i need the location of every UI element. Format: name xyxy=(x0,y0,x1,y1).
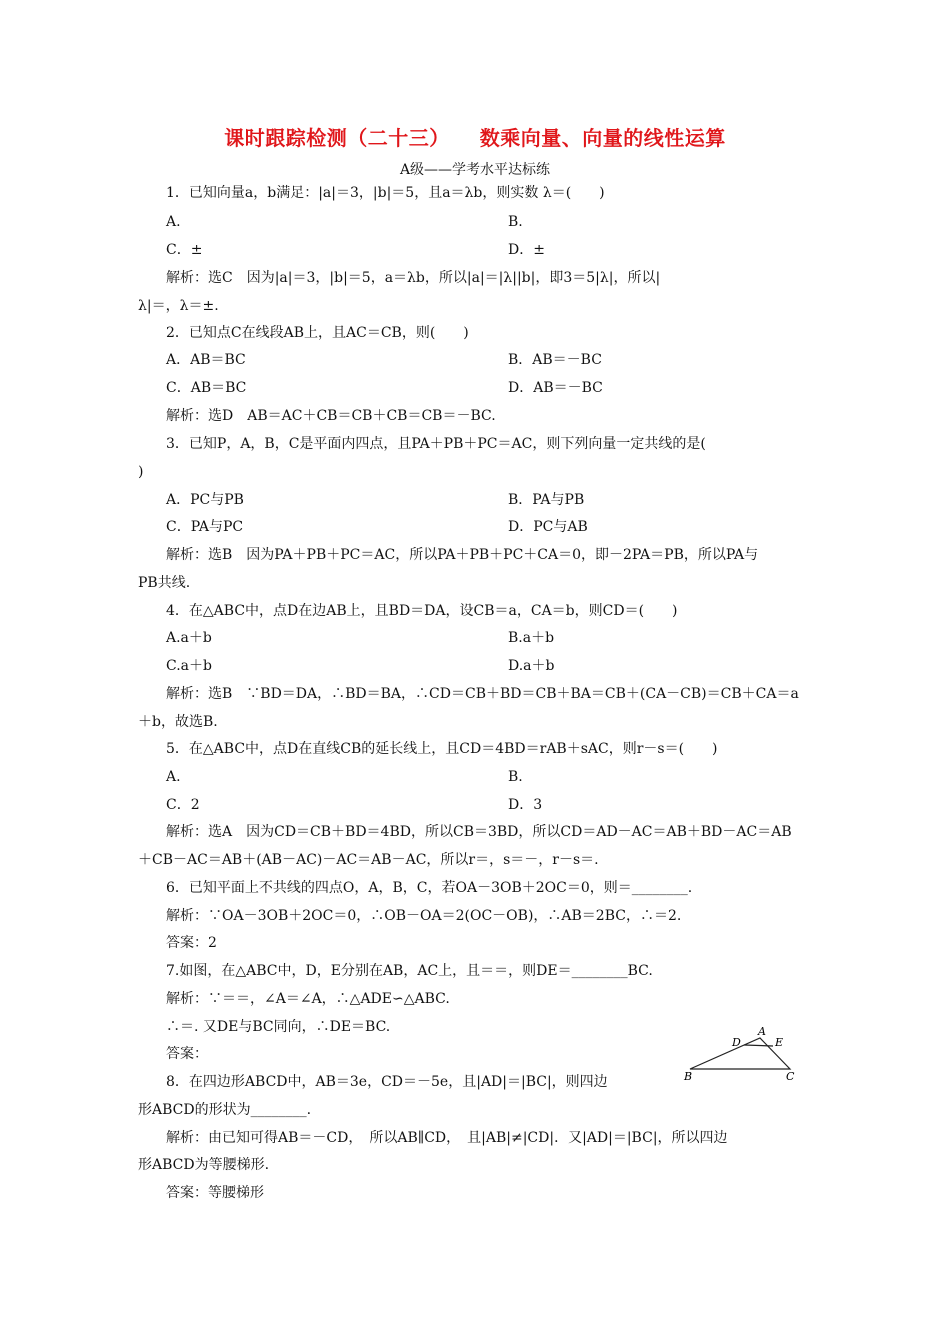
q2-option-c: C．AB＝BC xyxy=(166,380,247,396)
q4-option-b: B.a＋b xyxy=(508,630,555,646)
q1-option-a: A. xyxy=(166,214,181,230)
q6-solution: 解析：∵OA－3OB＋2OC＝0，∴OB－OA＝2(OC－OB)，∴AB＝2BC，∴＝2. xyxy=(166,908,682,924)
q7-answer: 答案： xyxy=(166,1046,208,1062)
q1-option-d: D．± xyxy=(508,242,545,258)
title-right: 数乘向量、向量的线性运算 xyxy=(479,126,726,150)
q5-solution-line2: ＋CB－AC＝AB＋(AB－AC)－AC＝AB－AC，所以r＝，s＝－，r－s＝. xyxy=(138,852,599,868)
q3-option-a: A．PC与PB xyxy=(166,492,244,508)
q5-option-a: A. xyxy=(166,769,181,785)
q4-solution-line2: ＋b，故选B. xyxy=(138,714,218,730)
q6-stem: 6．已知平面上不共线的四点O，A，B，C，若OA－3OB＋2OC＝0，则＝________. xyxy=(166,880,693,896)
section-subtitle: A级——学考水平达标练 xyxy=(399,162,551,178)
q1-solution-line1: 解析：选C 因为|a|＝3，|b|＝5，a＝λb，所以|a|＝|λ||b|，即3＝5|λ|，所以| xyxy=(166,270,661,286)
q2-solution: 解析：选D AB＝AC＋CB＝CB＋CB＝CB＝－BC. xyxy=(166,408,496,424)
q8-solution-line1: 解析：由已知可得AB＝－CD， 所以AB∥CD， 且|AB|≠|CD|．又|AD|＝|BC|，所以四边 xyxy=(166,1130,728,1146)
q3-option-d: D．PC与AB xyxy=(508,519,588,535)
label-a: A xyxy=(758,1025,766,1038)
label-e: E xyxy=(775,1036,784,1049)
q8-solution-line2: 形ABCD为等腰梯形. xyxy=(138,1157,270,1173)
q5-option-c: C．2 xyxy=(166,797,200,813)
q3-solution-line2: PB共线. xyxy=(138,575,191,591)
q8-answer: 答案：等腰梯形 xyxy=(166,1185,264,1201)
q7-solution-line1: 解析：∵＝＝，∠A＝∠A，∴△ADE∽△ABC. xyxy=(166,991,450,1007)
q4-option-c: C.a＋b xyxy=(166,658,212,674)
q4-option-d: D.a＋b xyxy=(508,658,555,674)
q3-stem-line1: 3．已知P，A，B，C是平面内四点，且PA＋PB＋PC＝AC，则下列向量一定共线的是( xyxy=(166,436,706,452)
q2-option-a: A．AB＝BC xyxy=(166,352,246,368)
q1-option-c: C．± xyxy=(166,242,203,258)
label-d: D xyxy=(732,1036,741,1049)
q5-option-b: B. xyxy=(508,769,523,785)
q5-option-d: D．3 xyxy=(508,797,543,813)
q3-option-b: B．PA与PB xyxy=(508,492,585,508)
title-left: 课时跟踪检测（二十三） xyxy=(224,126,450,150)
q1-option-b: B. xyxy=(508,214,523,230)
q3-stem-line2: ) xyxy=(138,464,144,480)
q2-option-d: D．AB＝－BC xyxy=(508,380,603,396)
q7-stem: 7.如图，在△ABC中，D，E分别在AB，AC上，且＝＝，则DE＝________BC. xyxy=(166,963,653,979)
page-title xyxy=(0,122,950,151)
q4-stem: 4．在△ABC中，点D在边AB上，且BD＝DA，设CB＝a，CA＝b，则CD＝( ) xyxy=(166,603,678,619)
q8-stem-line2: 形ABCD的形状为________. xyxy=(138,1102,312,1118)
segment-de xyxy=(744,1045,773,1046)
q3-option-c: C．PA与PC xyxy=(166,519,244,535)
label-b: B xyxy=(684,1070,693,1083)
q2-option-b: B．AB＝－BC xyxy=(508,352,602,368)
q3-solution-line1: 解析：选B 因为PA＋PB＋PC＝AC，所以PA＋PB＋PC＋CA＝0，即－2PA＝PB，所以PA与 xyxy=(166,547,759,563)
q6-answer: 答案：2 xyxy=(166,935,217,951)
q5-stem: 5．在△ABC中，点D在直线CB的延长线上，且CD＝4BD＝rAB＋sAC，则r－s＝( ) xyxy=(166,741,718,757)
q2-stem: 2．已知点C在线段AB上，且AC＝CB，则( ) xyxy=(166,325,469,341)
q4-solution-line1: 解析：选B ∵BD＝DA，∴BD＝BA，∴CD＝CB＋BD＝CB＋BA＝CB＋(CA－CB)＝CB＋CA＝a xyxy=(166,686,799,702)
label-c: C xyxy=(786,1070,795,1083)
q4-option-a: A.a＋b xyxy=(166,630,212,646)
q7-solution-line2: ∴＝. 又DE与BC同向，∴DE＝BC. xyxy=(166,1019,391,1035)
q1-stem: 1．已知向量a，b满足：|a|＝3，|b|＝5，且a＝λb，则实数 λ＝( ) xyxy=(166,185,605,201)
q8-stem-line1: 8．在四边形ABCD中，AB＝3e，CD＝－5e，且|AD|＝|BC|，则四边 xyxy=(166,1074,608,1090)
q5-solution-line1: 解析：选A 因为CD＝CB＋BD＝4BD，所以CB＝3BD，所以CD＝AD－AC＝AB＋BD－AC＝AB xyxy=(166,824,792,840)
q1-solution-line2: λ|＝，λ＝±. xyxy=(138,298,219,314)
